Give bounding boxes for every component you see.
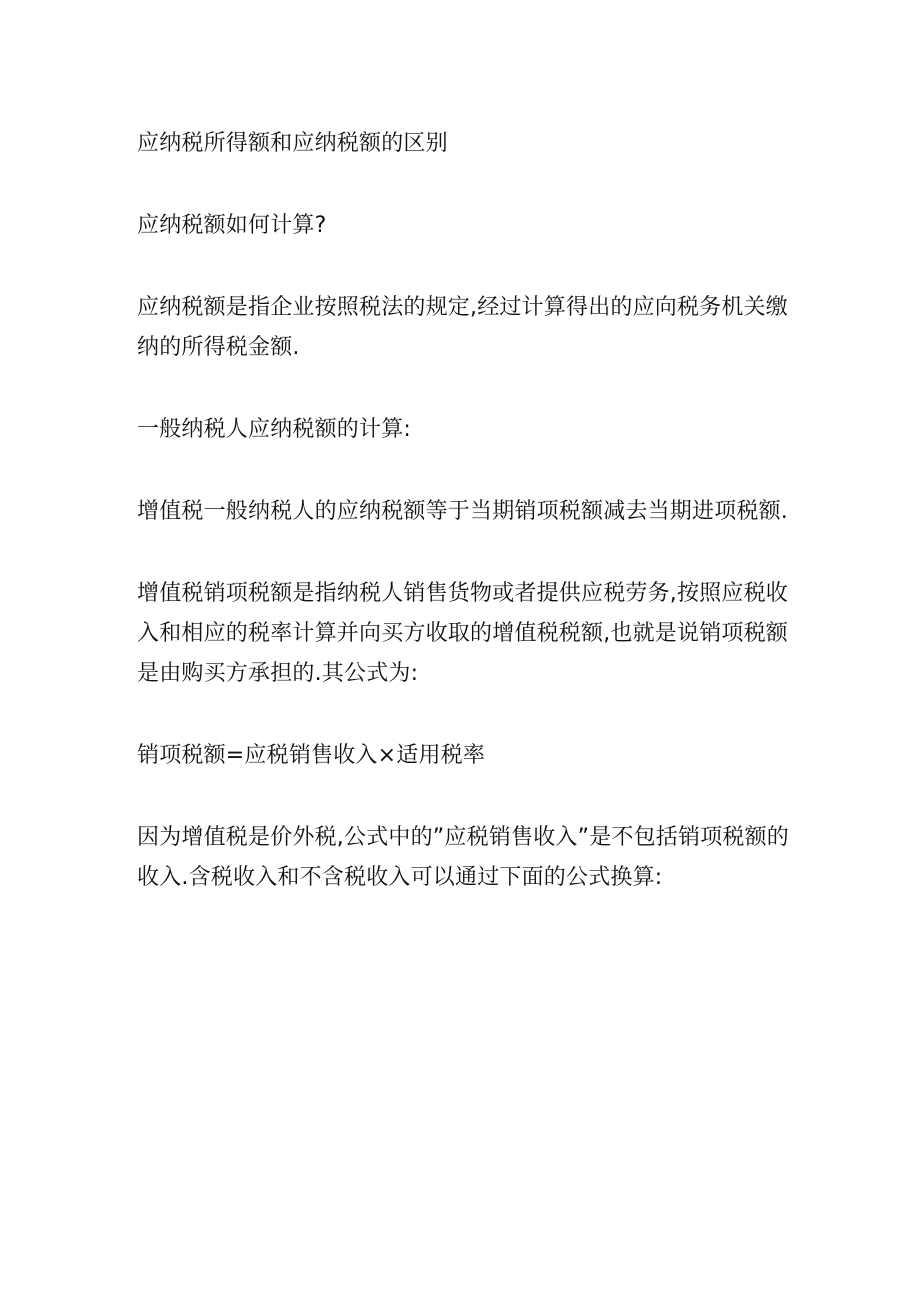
document-body [137, 124, 797, 898]
paragraph: 增值税一般纳税人的应纳税额等于当期销项税额减去当期进项税额. [137, 499, 788, 524]
formula-line: 销项税额=应税销售收入×适用税率 [137, 743, 486, 768]
paragraph: 因为增值税是价外税,公式中的”应税销售收入”是不包括销项税额的收入.含税收入和不含税收入可以通过下面的公式换算: [137, 825, 789, 890]
section-heading: 应纳税额如何计算? [137, 213, 327, 238]
paragraph: 一般纳税人应纳税额的计算: [137, 417, 412, 442]
paragraph: 增值税销项税额是指纳税人销售货物或者提供应税劳务,按照应税收入和相应的税率计算并向买方收取的增值税税额,也就是说销项税额是由购买方承担的.其公式为: [137, 581, 788, 686]
paragraph: 应纳税额是指企业按照税法的规定,经过计算得出的应向税务机关缴纳的所得税金额. [137, 295, 788, 360]
document-title: 应纳税所得额和应纳税额的区别 [137, 131, 448, 156]
